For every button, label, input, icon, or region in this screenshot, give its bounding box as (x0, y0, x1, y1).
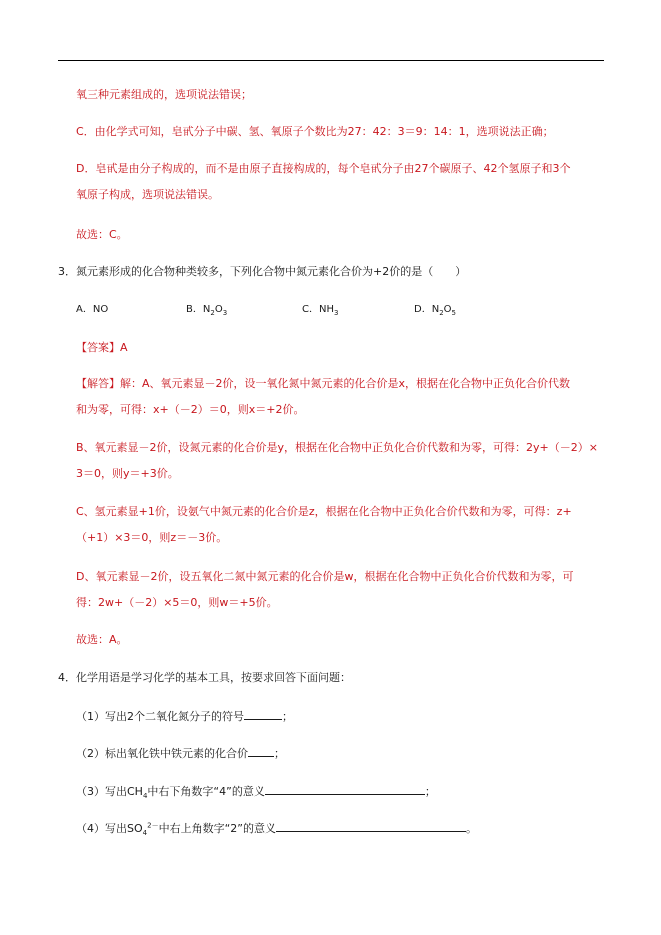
q4-part-3-sub: 4 (142, 792, 148, 801)
q4-part-1-text: （1）写出2个二氧化氮分子的符号 (76, 710, 244, 723)
q3-stem: 3．氮元素形成的化合物种类较多，下列化合物中氮元素化合价为+2价的是（ ） (58, 265, 467, 278)
q3-analysis-line-c2: （+1）×3＝0，则z＝－3价。 (76, 531, 228, 544)
q4-part-3-blank[interactable] (265, 784, 425, 795)
q3-option-d (414, 303, 456, 317)
q3-analysis-a1-text: 解：A、氧元素显－2价，设一氧化氮中氮元素的化合价是x，根据在化合物中正负化合价代数 (120, 377, 571, 390)
q4-part-3 (76, 784, 436, 799)
q3-answer: 【答案】A (76, 341, 128, 354)
q3-option-d-sub2: 5 (451, 309, 456, 317)
q3-option-d-mid: O (443, 304, 452, 315)
q2-analysis-line-a: 氧三种元素组成的，选项说法错误； (76, 88, 252, 101)
q2-analysis-line-d2: 氧原子构成，选项说法错误。 (76, 188, 219, 201)
q4-part-4-post: 中右上角数字“2”的意义 (158, 822, 276, 835)
q3-analysis-line-c1: C、氢元素显+1价，设氨气中氮元素的化合价是z，根据在化合物中正负化合价代数和为零，可得：z+ (76, 505, 572, 518)
q4-stem: 4．化学用语是学习化学的基本工具，按要求回答下面问题： (58, 671, 351, 684)
q4-part-1-end: ； (282, 710, 293, 723)
q3-option-a (76, 303, 108, 317)
q3-option-c-label: C．NH (302, 304, 334, 315)
q3-option-a-label: A．NO (76, 304, 109, 315)
q3-conclusion: 故选：A。 (76, 633, 128, 646)
q3-analysis-tag: 【解答】 (76, 377, 120, 390)
q3-option-b-sub1: 2 (210, 309, 215, 317)
q4-part-2-blank[interactable] (248, 746, 274, 757)
q3-option-b-mid: O (214, 304, 223, 315)
q4-part-4-blank[interactable] (276, 821, 466, 832)
q4-part-4-sub: 4 (142, 829, 148, 838)
q4-part-1 (76, 709, 293, 724)
q2-answer: 故选：C。 (76, 228, 128, 241)
q4-part-3-pre: （3）写出CH (76, 785, 143, 798)
q3-analysis-line-b2: 3＝0，则y＝+3价。 (76, 467, 179, 480)
header-rule (58, 60, 604, 61)
q3-analysis-line-a2: 和为零，可得：x+（－2）＝0，则x＝+2价。 (76, 403, 305, 416)
q4-part-1-blank[interactable] (244, 709, 282, 720)
q3-option-d-label: D．N (414, 304, 440, 315)
q4-part-3-end: ； (424, 785, 436, 798)
q4-part-2-end: ； (274, 747, 285, 760)
q2-analysis-line-d1: D．皂甙是由分子构成的，而不是由原子直接构成的，每个皂甙分子由27个碳原子、42个氢原子和3个 (76, 162, 571, 175)
q4-part-2 (76, 746, 285, 761)
q3-option-d-sub1: 2 (439, 309, 444, 317)
q4-part-2-text: （2）标出氧化铁中铁元素的化合价 (76, 747, 248, 760)
q4-part-4-end: 。 (465, 822, 477, 835)
q3-analysis-line-d1: D、氧元素显－2价，设五氧化二氮中氮元素的化合价是w，根据在化合物中正负化合价代数和为零，可 (76, 570, 574, 583)
q4-part-4-pre: （4）写出SO (76, 822, 143, 835)
q3-option-b-label: B．N (186, 304, 211, 315)
q4-part-3-post: 中右下角数字“4”的意义 (147, 785, 265, 798)
q3-option-b-sub2: 3 (222, 309, 228, 317)
q4-part-4-sup: 2－ (147, 821, 159, 830)
q3-analysis-line-a1 (76, 377, 570, 391)
q3-option-c-sub1: 3 (333, 309, 339, 317)
q3-analysis-line-d2: 得：2w+（－2）×5＝0，则w＝+5价。 (76, 596, 278, 609)
q4-part-4 (76, 821, 477, 836)
q3-option-c (302, 303, 338, 317)
q3-option-b (186, 303, 227, 317)
q2-analysis-line-c: C．由化学式可知，皂甙分子中碳、氢、氧原子个数比为27：42：3＝9：14：1，选项说法正确； (76, 125, 554, 138)
q3-analysis-line-b1: B、氧元素显－2价，设氮元素的化合价是y，根据在化合物中正负化合价代数和为零，可得：2y+（－2）× (76, 441, 598, 454)
